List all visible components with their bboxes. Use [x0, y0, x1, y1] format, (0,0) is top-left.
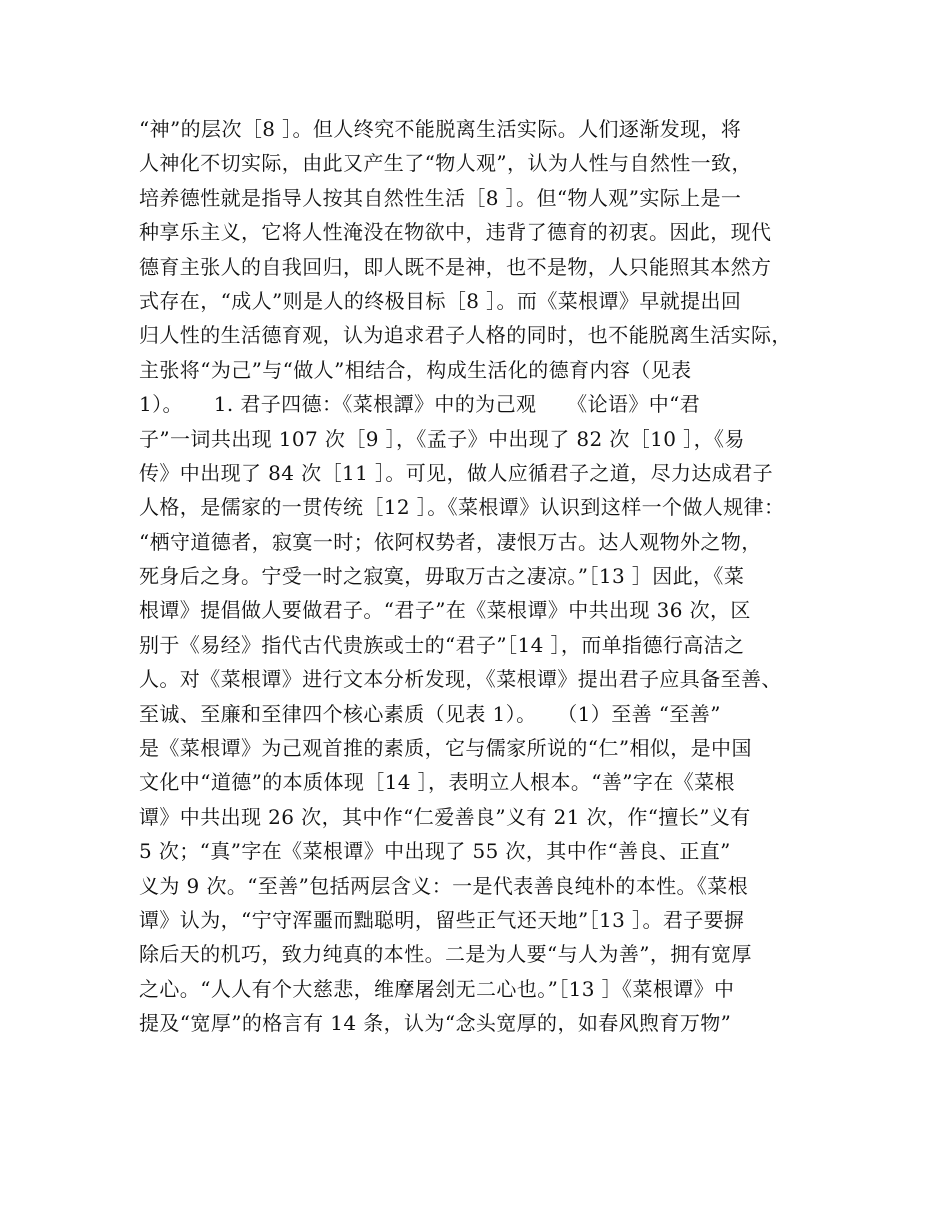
text-line-8: 主张将“为己”与“做人”相结合，构成生活化的德育内容（见表: [139, 357, 692, 382]
text-line-26: 之心。“人人有个大慈悲，维摩屠刽无二心也。”［13 ］《菜根谭》中: [139, 976, 735, 1001]
text-line-21: 谭》中共出现 26 次，其中作“仁爱善良”义有 21 次，作“擅长”义有: [139, 804, 751, 829]
text-line-10: 子”一词共出现 107 次［9 ］，《孟子》中出现了 82 次［10 ］，《易: [139, 426, 745, 451]
text-line-23: 义为 9 次。“至善”包括两层含义：一是代表善良纯朴的本性。《菜根: [139, 873, 749, 898]
text-line-9: 1）。 1. 君子四德：《菜根譚》中的为己观 《论语》中“君: [139, 392, 701, 417]
text-line-25: 除后天的机巧，致力纯真的本性。二是为人要“与人为善”，拥有宽厚: [139, 942, 752, 967]
body-text: [139, 112, 819, 1041]
text-line-18: 至诚、至廉和至律四个核心素质（见表 1）。 （1）至善 “至善”: [139, 701, 721, 726]
text-line-4: 种享乐主义，它将人性淹没在物欲中，违背了德育的初衷。因此，现代: [139, 220, 772, 245]
text-line-14: 死身后之身。宁受一时之寂寞，毋取万古之凄凉。”［13 ］因此，《菜: [139, 564, 745, 589]
text-line-19: 是《菜根谭》为己观首推的素质，它与儒家所说的“仁”相似，是中国: [139, 736, 752, 761]
text-line-11: 传》中出现了 84 次［11 ］。可见，做人应循君子之道，尽力达成君子: [139, 460, 773, 485]
text-line-5: 德育主张人的自我回归，即人既不是神，也不是物，人只能照其本然方: [139, 254, 772, 279]
text-line-16: 别于《易经》指代古代贵族或士的“君子”［14 ］，而单指德行高洁之: [139, 632, 745, 657]
text-line-27: 提及“宽厚”的格言有 14 条，认为“念头宽厚的，如春风煦育万物”: [139, 1011, 732, 1036]
text-line-1: “神”的层次［8 ］。但人终究不能脱离生活实际。人们逐渐发现，将: [139, 117, 742, 141]
text-line-22: 5 次；“真”字在《菜根谭》中出现了 55 次，其中作“善良、正直”: [139, 839, 731, 864]
text-line-12: 人格，是儒家的一贯传统［12 ］。《菜根谭》认识到这样一个做人规律：: [139, 495, 785, 520]
text-line-13: “栖守道德者，寂寞一时；依阿权势者，凄恨万古。达人观物外之物，: [139, 529, 762, 554]
text-line-6: 式存在，“成人”则是人的终极目标［8 ］。而《菜根谭》早就提出回: [139, 288, 742, 313]
text-line-2: 人神化不切实际，由此又产生了“物人观”，认为人性与自然性一致，: [139, 151, 752, 176]
text-line-7: 归人性的生活德育观，认为追求君子人格的同时，也不能脱离生活实际，: [139, 323, 792, 348]
text-line-20: 文化中“道德”的本质体现［14 ］，表明立人根本。“善”字在《菜根: [139, 770, 735, 795]
text-line-17: 人。对《菜根谭》进行文本分析发现，《菜根谭》提出君子应具备至善、: [139, 667, 782, 692]
text-line-3: 培养德性就是指导人按其自然性生活［8 ］。但“物人观”实际上是一: [139, 185, 742, 210]
text-line-24: 谭》认为，“宁守浑噩而黜聪明，留些正气还天地”［13 ］。君子要摒: [139, 907, 745, 932]
text-line-15: 根谭》提倡做人要做君子。“君子”在《菜根谭》中共出现 36 次，区: [139, 598, 751, 623]
